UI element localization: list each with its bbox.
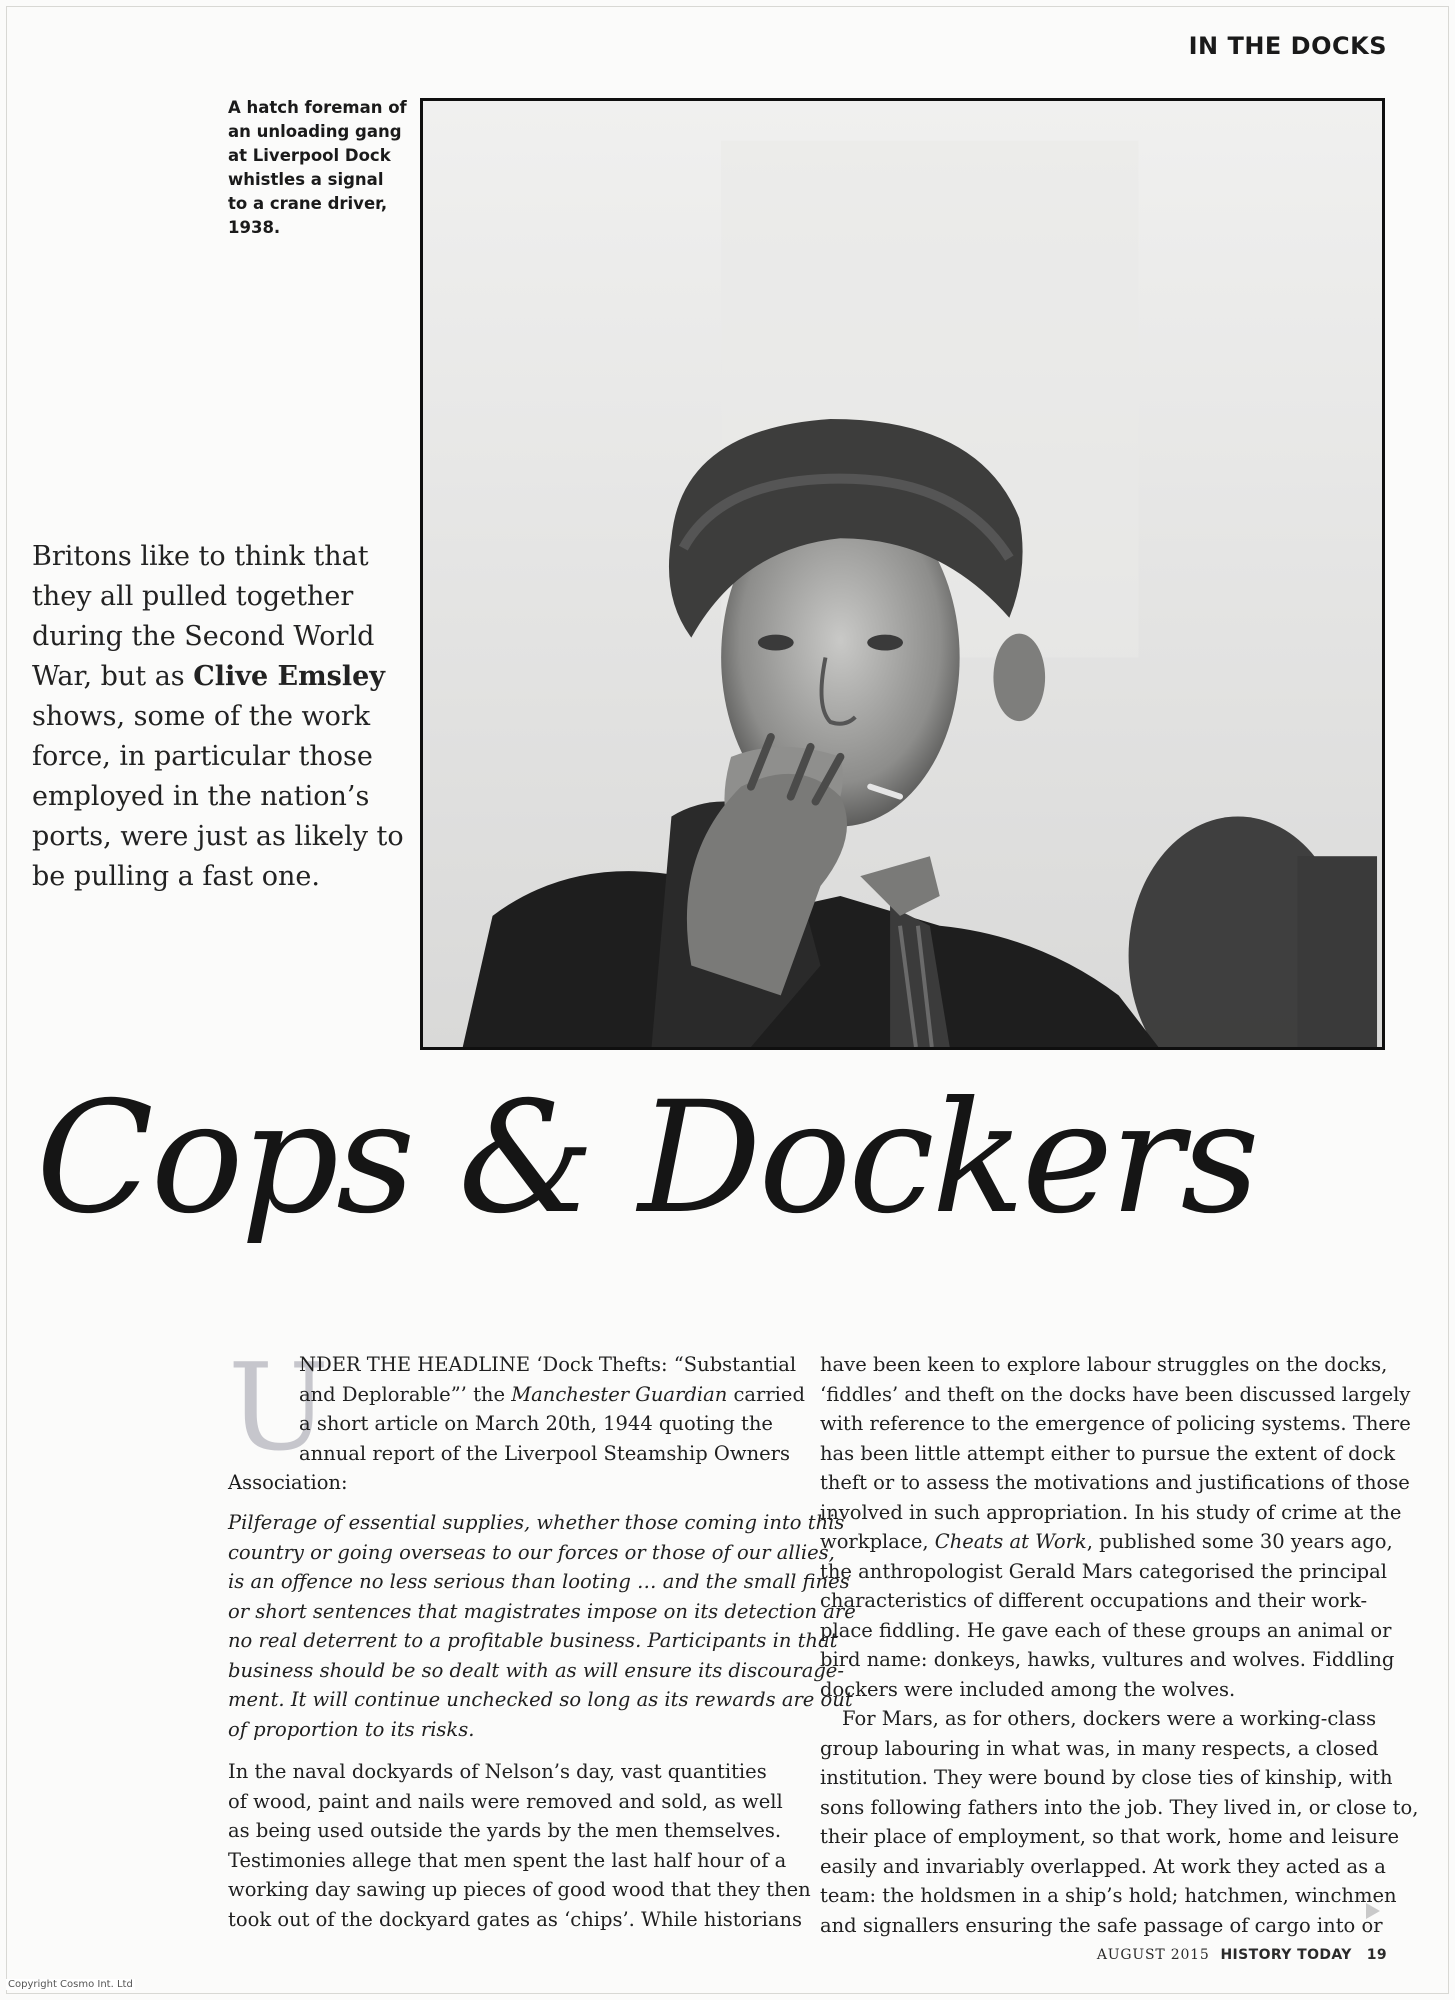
body-line: Testimonies allege that men spent the last half hour of a (228, 1848, 787, 1872)
publication-title: Cheats at Work (934, 1530, 1087, 1553)
issue-date: AUGUST 2015 (1096, 1947, 1210, 1963)
quote-line: Pilferage of essential supplies, whether those coming into this (228, 1511, 845, 1534)
standfirst-line: they all pulled together (32, 581, 354, 612)
body-line: involved in such appropriation. In his study of crime at the (820, 1500, 1402, 1524)
lead-paragraph (299, 1350, 805, 1468)
body-line: Association: (228, 1471, 348, 1494)
page-footer (1097, 1947, 1387, 1963)
docker-photograph (420, 98, 1385, 1050)
photo-caption: A hatch foreman of an unloading gang at Liverpool Dock whistles a signal to a crane driver, 1938. (228, 98, 407, 237)
quote-line: country or going overseas to our forces or those of our allies, (228, 1540, 835, 1564)
body-line: the anthropologist Gerald Mars categorised the principal (820, 1559, 1388, 1583)
body-line: sons following fathers into the job. They lived in, or close to, (820, 1795, 1419, 1819)
body-line: their place of employment, so that work, home and leisure (820, 1825, 1399, 1848)
body-line: has been little attempt either to pursue the extent of dock (820, 1441, 1396, 1465)
quote-line: no real deterrent to a profitable business. Participants in that (228, 1629, 838, 1652)
standfirst-line: during the Second World (32, 621, 375, 652)
body-line: characteristics of different occupations and their work- (820, 1589, 1368, 1612)
body-line: place fiddling. He gave each of these groups an animal or (820, 1618, 1392, 1642)
body-line: with reference to the emergence of policing systems. There (820, 1412, 1411, 1435)
author-name: Clive Emsley (193, 661, 385, 692)
page-number: 19 (1366, 1947, 1387, 1963)
standfirst-line-pre: War, but as (32, 661, 194, 692)
body-line: and signallers ensuring the safe passage of cargo into or (820, 1913, 1383, 1937)
body-line: dockers were included among the wolves. (820, 1677, 1236, 1701)
section-label: IN THE DOCKS (1188, 32, 1387, 60)
body-line: have been keen to explore labour struggles on the docks, (820, 1353, 1388, 1376)
quote-line: business should be so dealt with as will ensure its discourage- (228, 1658, 844, 1682)
body-line: workplace, Cheats at Work, published some 30 years ago, (820, 1530, 1393, 1553)
article-headline: Cops & Dockers (36, 1069, 1257, 1248)
block-quote (228, 1508, 856, 1744)
standfirst-line: force, in particular those (32, 741, 373, 772)
quote-line: or short sentences that magistrates impose on its detection are (228, 1599, 856, 1623)
body-line: working day sawing up pieces of good wood that they then (228, 1878, 811, 1901)
copyright-notice: Copyright Cosmo Int. Ltd (8, 1979, 133, 1990)
quote-line: ment. It will continue unchecked so long as its rewards are out (228, 1688, 853, 1711)
body-line: bird name: donkeys, hawks, vultures and wolves. Fiddling (820, 1648, 1395, 1671)
standfirst-line: ports, were just as likely to (32, 821, 404, 852)
body-line: took out of the dockyard gates as ‘chips’. While historians (228, 1907, 803, 1931)
body-line: and Deplorable”’ the Manchester Guardian carried (299, 1382, 805, 1406)
publication-title: Manchester Guardian (511, 1382, 728, 1406)
continue-arrow-icon (1366, 1903, 1380, 1919)
body-line: For Mars, as for others, dockers were a working-class (842, 1707, 1377, 1730)
body-line: team: the holdsmen in a ship’s hold; hatchmen, winchmen (820, 1884, 1397, 1907)
standfirst-line: Britons like to think that (32, 541, 369, 572)
drop-cap: U (228, 1339, 330, 1478)
body-line: as being used outside the yards by the men themselves. (228, 1819, 782, 1842)
body-line: institution. They were bound by close ties of kinship, with (820, 1766, 1393, 1789)
standfirst (32, 537, 412, 897)
standfirst-line: employed in the nation’s (32, 781, 370, 812)
quote-line: of proportion to its risks. (228, 1717, 475, 1741)
docker-photo-illustration (423, 101, 1382, 1047)
body-line: easily and invariably overlapped. At work they acted as a (820, 1854, 1386, 1878)
body-line: theft or to assess the motivations and justifications of those (820, 1471, 1410, 1494)
body-line: In the naval dockyards of Nelson’s day, vast quantities (228, 1760, 767, 1783)
standfirst-line: shows, some of the work (32, 701, 371, 732)
body-line: group labouring in what was, in many respects, a closed (820, 1736, 1379, 1760)
quote-line: is an offence no less serious than looting … and the small fines (228, 1570, 850, 1593)
body-line: NDER THE HEADLINE ‘Dock Thefts: “Substantial (299, 1353, 797, 1376)
standfirst-line (32, 657, 412, 697)
body-paragraph (228, 1757, 811, 1934)
right-column (820, 1350, 1419, 1940)
body-line: ‘fiddles’ and theft on the docks have been discussed largely (820, 1382, 1411, 1406)
body-line: annual report of the Liverpool Steamship Owners (299, 1441, 790, 1465)
magazine-name: HISTORY TODAY (1220, 1947, 1352, 1963)
body-line: of wood, paint and nails were removed and sold, as well (228, 1789, 783, 1813)
standfirst-line: be pulling a fast one. (32, 861, 320, 892)
body-line: a short article on March 20th, 1944 quoting the (299, 1412, 773, 1435)
